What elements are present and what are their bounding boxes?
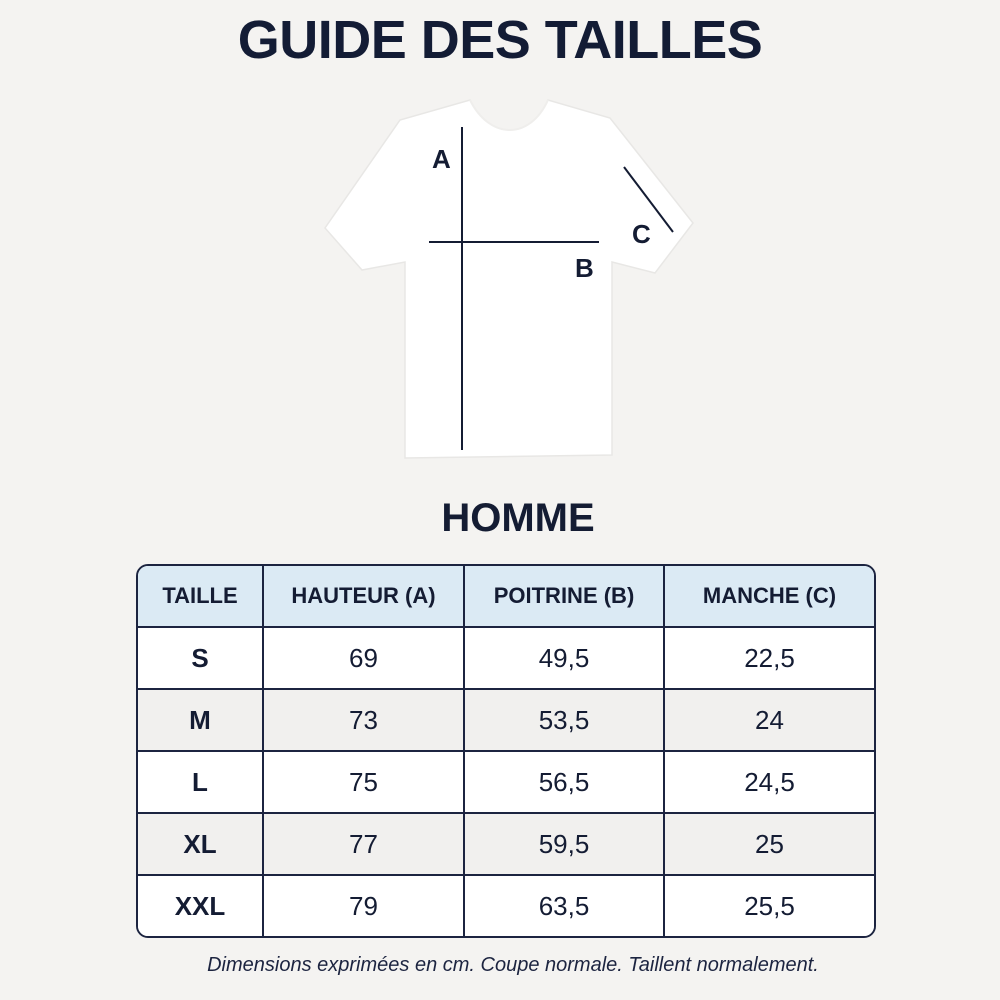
sleeve-cell: 25 xyxy=(664,813,874,875)
tshirt-measurement-diagram xyxy=(0,0,1000,480)
column-header-size: TAILLE xyxy=(138,566,263,627)
label-b: B xyxy=(575,253,594,283)
page-title: GUIDE DES TAILLES xyxy=(237,10,763,70)
height-cell: 79 xyxy=(263,875,464,936)
tshirt-icon xyxy=(0,0,1000,480)
size-cell: L xyxy=(138,751,263,813)
sleeve-cell: 24 xyxy=(664,689,874,751)
label-a: A xyxy=(432,144,451,174)
size-cell: M xyxy=(138,689,263,751)
size-cell: XXL xyxy=(138,875,263,936)
footnote: Dimensions exprimées en cm. Coupe normale. Taillent normalement. xyxy=(207,954,819,976)
column-header-chest: POITRINE (B) xyxy=(464,566,664,627)
chest-cell: 63,5 xyxy=(464,875,664,936)
height-cell: 75 xyxy=(263,751,464,813)
table-row xyxy=(138,875,874,936)
height-cell: 77 xyxy=(263,813,464,875)
column-header-height: HAUTEUR (A) xyxy=(263,566,464,627)
size-table xyxy=(136,564,876,938)
chest-cell: 56,5 xyxy=(464,751,664,813)
label-c: C xyxy=(632,219,651,249)
section-title: HOMME xyxy=(441,496,595,540)
chest-cell: 49,5 xyxy=(464,627,664,689)
column-header-sleeve: MANCHE (C) xyxy=(664,566,874,627)
height-cell: 69 xyxy=(263,627,464,689)
table-row xyxy=(138,627,874,689)
size-cell: XL xyxy=(138,813,263,875)
table-row xyxy=(138,813,874,875)
chest-cell: 59,5 xyxy=(464,813,664,875)
sleeve-cell: 22,5 xyxy=(664,627,874,689)
sleeve-cell: 24,5 xyxy=(664,751,874,813)
height-cell: 73 xyxy=(263,689,464,751)
table-header-row xyxy=(138,566,874,627)
table-row xyxy=(138,689,874,751)
sleeve-cell: 25,5 xyxy=(664,875,874,936)
table-row xyxy=(138,751,874,813)
size-cell: S xyxy=(138,627,263,689)
chest-cell: 53,5 xyxy=(464,689,664,751)
